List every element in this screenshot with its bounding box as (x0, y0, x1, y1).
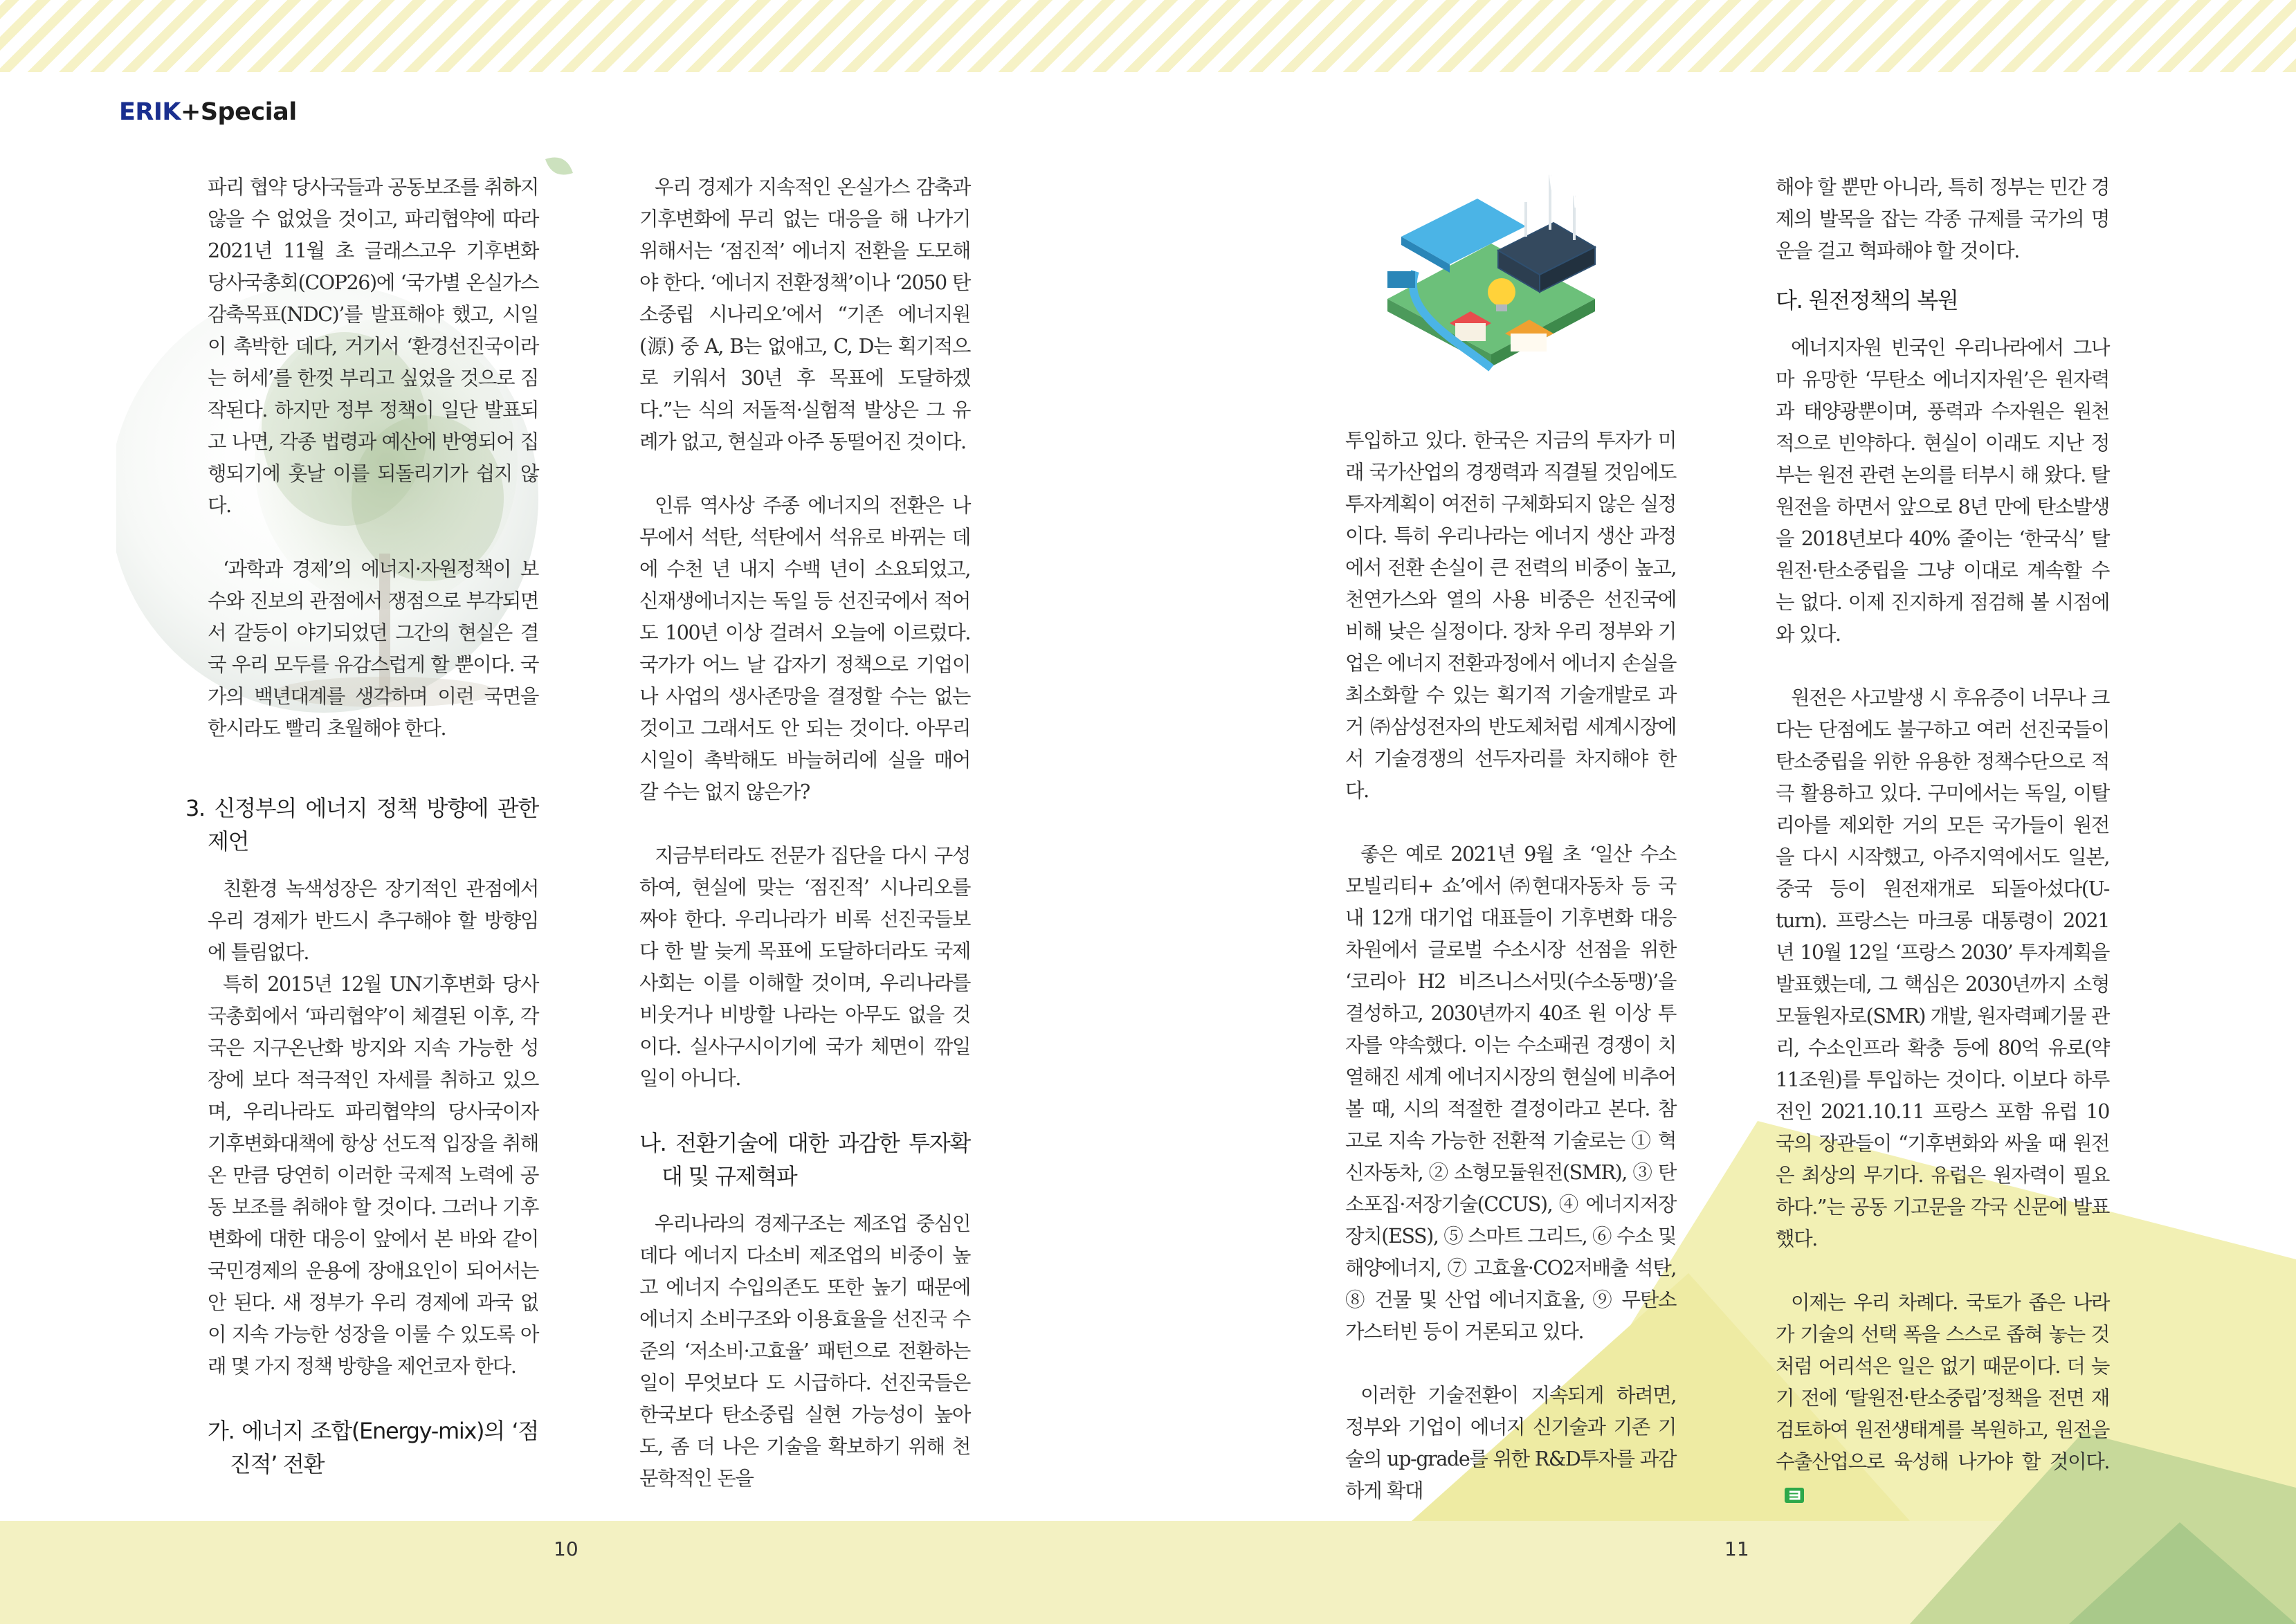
col1-paragraph-2: ‘과학과 경제’의 에너지·자원정책이 보수와 진보의 관점에서 쟁점으로 부각되면서 갈등이 야기되었던 그간의 현실은 결국 우리 모두를 유감스럽게 할 뿐이다. 국가의 백년대계를 생각하며 이런 국면을 한시라도 빨리 초월해야 한다. (208, 558, 538, 740)
col1-paragraph-3: 친환경 녹색성장은 장기적인 관점에서 우리 경제가 반드시 추구해야 할 방향임에 틀림없다. (208, 877, 538, 964)
brand-special: +Special (181, 98, 297, 126)
col4-heading-1: 다. 원전정책의 복원 (1776, 287, 1958, 313)
column-4 (1776, 172, 2109, 1510)
col1-heading-2: 가. 에너지 조합(Energy-mix)의 ‘점진적’ 전환 (208, 1418, 538, 1477)
brand-erik: ERIK (119, 98, 181, 126)
col2-paragraph-3: 지금부터라도 전문가 집단을 다시 구성하여, 현실에 맞는 ‘점진적’ 시나리오를 짜야 한다. 우리나라가 비록 선진국들보다 한 발 늦게 목표에 도달하더라도 국제사회는 이를 이해할 것이며, 우리나라를 비웃거나 비방할 나라는 아무도 없을 것이다. 실사구시이기에 국가 체면이 깎일 일이 아니다. (639, 844, 970, 1090)
renewable-energy-illustration (1374, 161, 1609, 410)
column-3 (1345, 425, 1676, 1507)
column-2 (639, 172, 970, 1495)
end-mark-icon (1784, 1487, 1805, 1504)
col2-paragraph-2: 인류 역사상 주종 에너지의 전환은 나무에서 석탄, 석탄에서 석유로 바뀌는 데에 수천 년 내지 수백 년이 소요되었고, 신재생에너지는 독일 등 선진국에서 적어도 100년 이상 걸려서 오늘에 이르렀다. 국가가 어느 날 갑자기 정책으로 기업이나 사업의 생사존망을 결정할 수는 없는 것이고 그래서도 안 되는 것이다. 아무리 시일이 촉박해도 바늘허리에 실을 매어 갈 수는 없지 않은가? (639, 494, 970, 803)
col3-paragraph-1: 투입하고 있다. 한국은 지금의 투자가 미래 국가산업의 경쟁력과 직결될 것임에도 투자계획이 여전히 구체화되지 않은 실정이다. 특히 우리나라는 에너지 생산 과정에서 전환 손실이 큰 전력의 비중이 높고, 천연가스와 열의 사용 비중은 선진국에 비해 낮은 실정이다. 장차 우리 정부와 기업은 에너지 전환과정에서 에너지 손실을 최소화할 수 있는 획기적 기술개발로 과거 ㈜삼성전자의 반도체처럼 세계시장에서 기술경쟁의 선두자리를 차지해야 한다. (1345, 429, 1676, 802)
col1-heading-1: 3. 신정부의 에너지 정책 방향에 관한 제언 (185, 795, 538, 855)
brand-logo (119, 98, 297, 126)
col2-paragraph-4: 우리나라의 경제구조는 제조업 중심인데다 에너지 다소비 제조업의 비중이 높고 에너지 수입의존도 또한 높기 때문에 에너지 소비구조와 이용효율을 선진국 수준의 ‘저소비·고효율’ 패턴으로 전환하는 일이 무엇보다 도 시급하다. 선진국들은 한국보다 탄소중립 실현 가능성이 높아도, 좀 더 나은 기술을 확보하기 위해 천문학적인 돈을 (639, 1212, 970, 1490)
page-number-right: 11 (1724, 1538, 1749, 1560)
col4-paragraph-1: 해야 할 뿐만 아니라, 특히 정부는 민간 경제의 발목을 잡는 각종 규제를 국가의 명운을 걸고 혁파해야 할 것이다. (1776, 176, 2109, 262)
col1-paragraph-1: 파리 협약 당사국들과 공동보조를 취하지 않을 수 없었을 것이고, 파리협약에 따라 2021년 11월 초 글래스고우 기후변화 당사국총회(COP26)에 ‘국가별 온실가스 감축목표(NDC)’를 발표해야 했고, 시일이 촉박한 데다, 거기서 ‘환경선진국이라는 허세’를 한껏 부리고 싶었을 것으로 짐작된다. 하지만 정부 정책이 일단 발표되고 나면, 각종 법령과 예산에 반영되어 집행되기에 훗날 이를 되돌리기가 쉽지 않다. (208, 176, 538, 517)
col4-paragraph-4-text: 이제는 우리 차례다. 국토가 좁은 나라가 기술의 선택 폭을 스스로 좁혀 놓는 것처럼 어리석은 일은 없기 때문이다. 더 늦기 전에 ‘탈원전·탄소중립’정책을 전면 재검토하여 원전생태계를 복원하고, 원전을 수출산업으로 육성해 나가야 할 것이다. (1776, 1291, 2109, 1473)
col4-paragraph-2: 에너지자원 빈국인 우리나라에서 그나마 유망한 ‘무탄소 에너지자원’은 원자력과 태양광뿐이며, 풍력과 수자원은 원천적으로 빈약하다. 현실이 이래도 지난 정부는 원전 관련 논의를 터부시 해 왔다. 탈원전을 하면서 앞으로 8년 만에 탄소발생을 2018년보다 40% 줄이는 ‘한국식’ 탈원전·탄소중립을 그냥 이대로 계속할 수는 없다. 이제 진지하게 점검해 볼 시점에 와 있다. (1776, 336, 2109, 646)
col2-heading-1: 나. 전환기술에 대한 과감한 투자확대 및 규제혁파 (639, 1130, 970, 1189)
col4-paragraph-3: 원전은 사고발생 시 후유증이 너무나 크다는 단점에도 불구하고 여러 선진국들이 탄소중립을 위한 유용한 정책수단으로 적극 활용하고 있다. 구미에서는 독일, 이탈리아를 제외한 거의 모든 국가들이 원전을 다시 시작했고, 아주지역에서도 일본, 중국 등이 원전재개로 되돌아섰다(U-turn). 프랑스는 마크롱 대통령이 2021년 10월 12일 ‘프랑스 2030’ 투자계획을 발표했는데, 그 핵심은 2030년까지 소형모듈원자로(SMR) 개발, 원자력폐기물 관리, 수소인프라 확충 등에 80억 유로(약 11조원)를 투입하는 것이다. 이보다 하루 전인 2021.10.11 프랑스 포함 유럽 10국의 장관들이 “기후변화와 싸울 때 원전은 최상의 무기다. 유럽은 원자력이 필요하다.”는 공동 기고문을 각국 신문에 발표했다. (1776, 686, 2109, 1250)
column-1 (185, 172, 538, 1481)
page-number-left: 10 (554, 1538, 578, 1560)
col4-paragraph-4 (1776, 1287, 2109, 1510)
col3-paragraph-2: 좋은 예로 2021년 9월 초 ‘일산 수소 모빌리티+ 쇼’에서 ㈜현대자동차 등 국내 12개 대기업 대표들이 기후변화 대응차원에서 글로벌 수소시장 선점을 위한 ‘코리아 H2 비즈니스서밋(수소동맹)’을 결성하고, 2030년까지 40조 원 이상 투자를 약속했다. 이는 수소패권 경쟁이 치열해진 세계 에너지시장의 현실에 비추어 볼 때, 시의 적절한 결정이라고 본다. 참고로 지속 가능한 전환적 기술로는 ① 혁신자동차, ② 소형모듈원전(SMR), ③ 탄소포집·저장기술(CCUS), ④ 에너지저장장치(ESS), ⑤ 스마트 그리드, ⑥ 수소 및 해양에너지, ⑦ 고효율·CO2저배출 석탄, ⑧ 건물 및 산업 에너지효율, ⑨ 무탄소 가스터빈 등이 거론되고 있다. (1345, 843, 1676, 1343)
col3-paragraph-3: 이러한 기술전환이 지속되게 하려면, 정부와 기업이 에너지 신기술과 기존 기술의 up-grade를 위한 R&D투자를 과감하게 확대 (1345, 1384, 1676, 1502)
col1-paragraph-4: 특히 2015년 12월 UN기후변화 당사국총회에서 ‘파리협약’이 체결된 이후, 각국은 지구온난화 방지와 지속 가능한 성장에 보다 적극적인 자세를 취하고 있으며, 우리나라도 파리협약의 당사국이자 기후변화대책에 항상 선도적 입장을 취해 온 만큼 당연히 이러한 국제적 노력에 공동 보조를 취해야 할 것이다. 그러나 기후변화에 대한 대응이 앞에서 본 바와 같이 국민경제의 운용에 장애요인이 되어서는 안 된다. 새 정부가 우리 경제에 과국 없이 지속 가능한 성장을 이룰 수 있도록 아래 몇 가지 정책 방향을 제언코자 한다. (208, 973, 538, 1378)
col2-paragraph-1: 우리 경제가 지속적인 온실가스 감축과 기후변화에 무리 없는 대응을 해 나가기 위해서는 ‘점진적’ 에너지 전환을 도모해야 한다. ‘에너지 전환정책’이나 ‘2050 탄소중립 시나리오’에서 “기존 에너지원(源) 중 A, B는 없애고, C, D는 획기적으로 키워서 30년 후 목표에 도달하겠다.”는 식의 저돌적·실험적 발상은 그 유례가 없고, 현실과 아주 동떨어진 것이다. (639, 176, 970, 453)
